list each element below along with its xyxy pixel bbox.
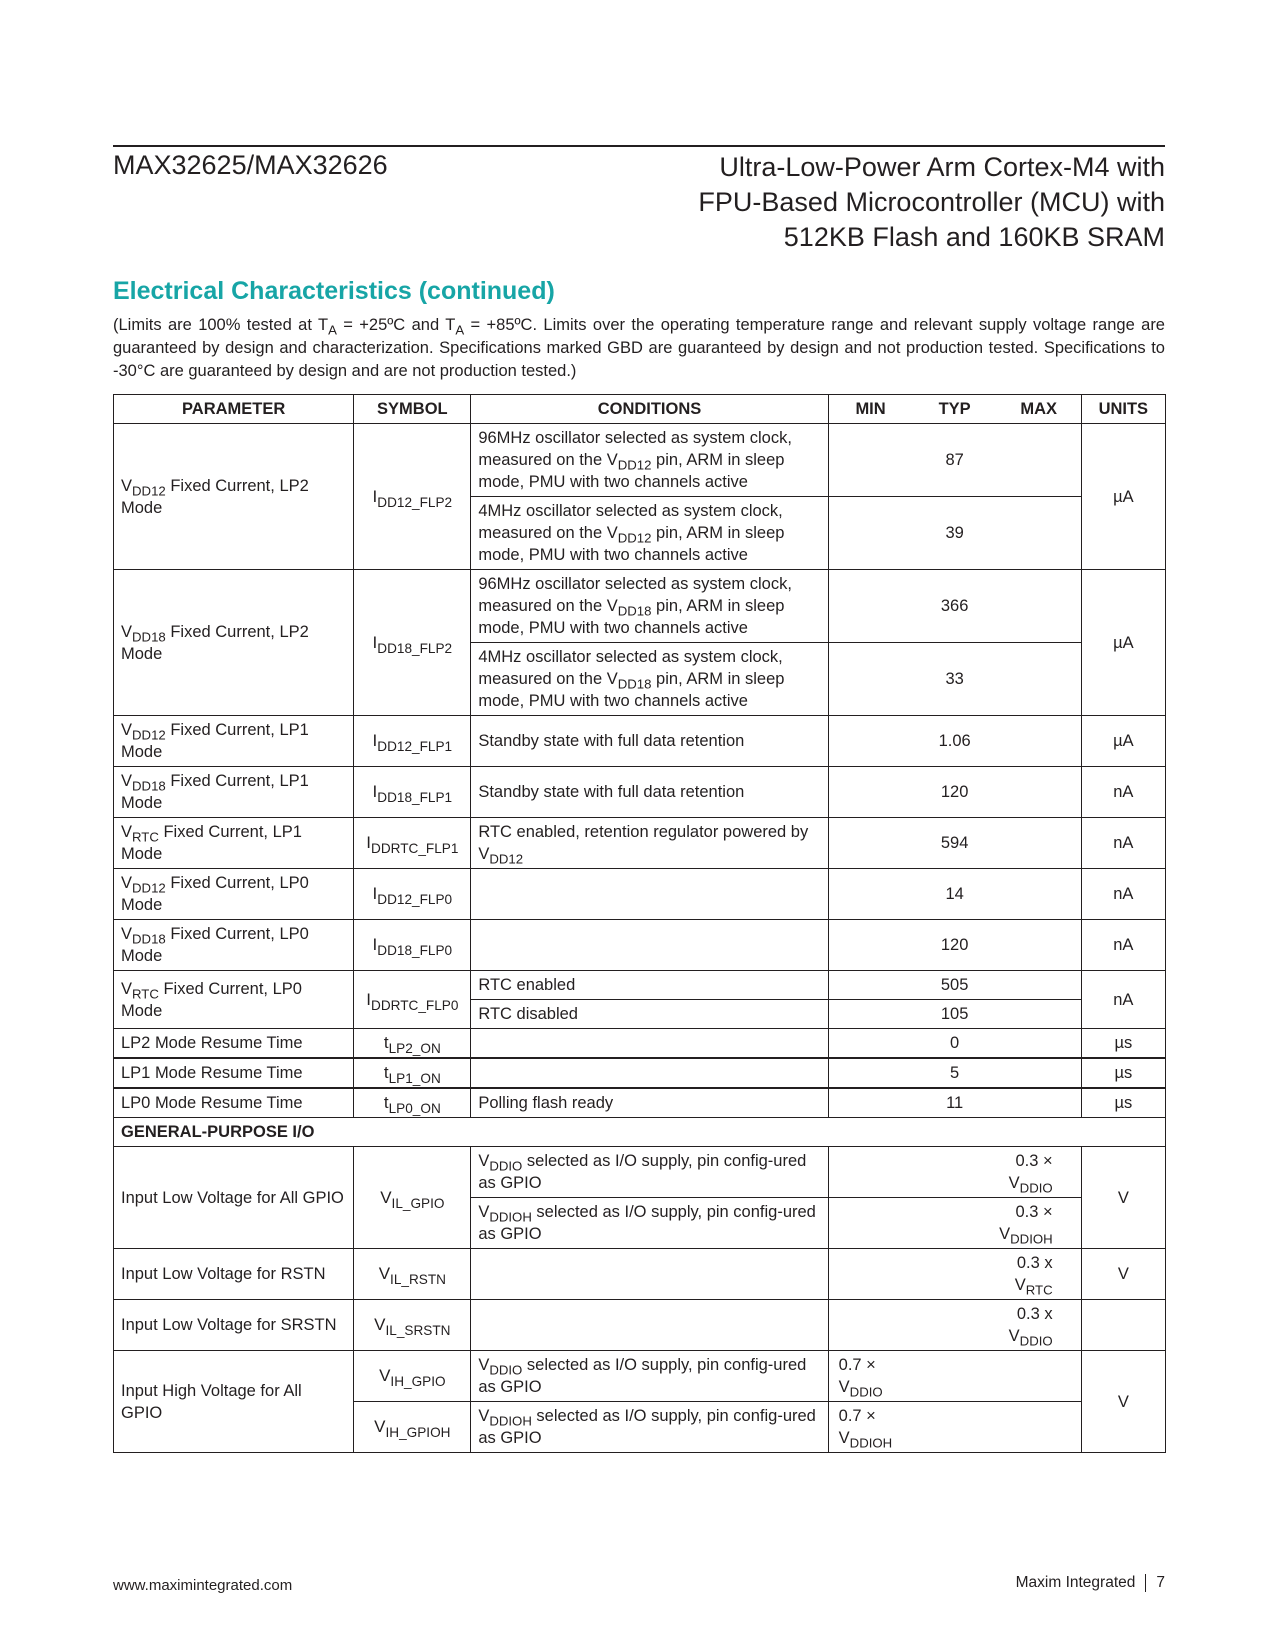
- table-row: [114, 1300, 1166, 1351]
- table-row: [114, 971, 1166, 1000]
- param-vdd18-lp1: $V_{DD18}$ Fixed Current, LP1 Mode: [114, 767, 354, 818]
- symbol-vih-gpio: $V_{IH\_GPIO}$: [354, 1351, 471, 1402]
- table-row: [114, 716, 1166, 767]
- typ-value: 366: [828, 570, 1081, 643]
- symbol-iddrtc-flp1: $I_{DDRTC\_FLP1}$: [354, 818, 471, 869]
- header-min: MIN: [828, 395, 912, 424]
- part-number: MAX32625/MAX32626: [113, 150, 388, 180]
- cond-vddio-selected: $V_{DDIO}$ selected as I/O supply, pin config-ured as GPIO: [471, 1147, 828, 1198]
- section-title: Electrical Characteristics (continued): [113, 277, 555, 305]
- cond-vddioh-selected: $V_{DDIOH}$ selected as I/O supply, pin config-ured as GPIO: [471, 1198, 828, 1249]
- max-value: 0.3 x $V_{RTC}$: [828, 1249, 1081, 1300]
- param-vil-gpio: Input Low Voltage for All GPIO: [114, 1147, 354, 1249]
- title-line-2: FPU-Based Microcontroller (MCU) with: [698, 187, 1165, 217]
- typ-value: 14: [828, 869, 1081, 920]
- typ-value: 87: [828, 424, 1081, 497]
- max-value: 0.3 x $V_{DDIO}$: [828, 1300, 1081, 1351]
- symbol-iddrtc-flp0: $I_{DDRTC\_FLP0}$: [354, 971, 471, 1029]
- units-value: µs: [1081, 1029, 1165, 1059]
- footer-company: Maxim Integrated: [1015, 1574, 1136, 1592]
- symbol-vil-gpio: $V_{IL\_GPIO}$: [354, 1147, 471, 1249]
- title-line-3: 512KB Flash and 160KB SRAM: [783, 222, 1165, 252]
- note-text-3: = +85ºC. Limits over the operating temperature range and relevant supply voltage range are guaranteed by design and characterization. Specifications marked GBD are guaranteed by design and not production tested. Specifications to -30°C are guaranteed by design and are not production tested.): [113, 316, 1165, 380]
- section-row-gpio: [114, 1118, 1166, 1147]
- table-header-row: [114, 395, 1166, 424]
- units-value: µs: [1081, 1088, 1165, 1118]
- units-value: nA: [1081, 869, 1165, 920]
- header-typ: TYP: [912, 395, 996, 424]
- units-value: µA: [1081, 570, 1165, 716]
- units-value: V: [1081, 1147, 1165, 1249]
- units-value: V: [1081, 1351, 1165, 1453]
- param-vih-gpio: Input High Voltage for All GPIO: [114, 1351, 354, 1453]
- typ-value: 5: [828, 1058, 1081, 1088]
- typ-value: 11: [828, 1088, 1081, 1118]
- header-max: MAX: [997, 395, 1081, 424]
- cond-rtc-disabled: RTC disabled: [471, 1000, 828, 1029]
- units-value: V: [1081, 1249, 1165, 1300]
- cond-empty: [471, 1300, 828, 1351]
- cond-empty: [471, 1029, 828, 1059]
- typ-value: 33: [828, 643, 1081, 716]
- param-vdd12-lp2: $V_{DD12}$ Fixed Current, LP2 Mode: [114, 424, 354, 570]
- units-value: µs: [1081, 1058, 1165, 1088]
- cond-4mhz-vdd12: 4MHz oscillator selected as system clock, measured on the $V_{DD12}$ pin, ARM in sleep mode, PMU with two channels active: [471, 497, 828, 570]
- note-text-1: (Limits are 100% tested at T: [113, 316, 329, 334]
- page-number: 7: [1156, 1574, 1165, 1592]
- units-value: µA: [1081, 424, 1165, 570]
- table-row: [114, 767, 1166, 818]
- symbol-idd18-flp0: $I_{DD18\_FLP0}$: [354, 920, 471, 971]
- typ-value: 120: [828, 767, 1081, 818]
- units-value: µA: [1081, 716, 1165, 767]
- symbol-tlp1-on: $t_{LP1\_ON}$: [354, 1058, 471, 1088]
- cond-standby: Standby state with full data retention: [471, 767, 828, 818]
- param-vil-srstn: Input Low Voltage for SRSTN: [114, 1300, 354, 1351]
- symbol-idd18-flp2: $I_{DD18\_FLP2}$: [354, 570, 471, 716]
- typ-value: 0: [828, 1029, 1081, 1059]
- symbol-idd12-flp2: $I_{DD12\_FLP2}$: [354, 424, 471, 570]
- cond-empty: [471, 869, 828, 920]
- typ-value: 1.06: [828, 716, 1081, 767]
- document-title: [698, 150, 1165, 255]
- cond-rtc-enabled-regulator: RTC enabled, retention regulator powered by $V_{DD12}$: [471, 818, 828, 869]
- typ-value: 120: [828, 920, 1081, 971]
- units-value: nA: [1081, 920, 1165, 971]
- header-conditions: CONDITIONS: [471, 395, 828, 424]
- title-line-1: Ultra-Low-Power Arm Cortex-M4 with: [719, 152, 1165, 182]
- cond-standby: Standby state with full data retention: [471, 716, 828, 767]
- cond-96mhz-vdd12: 96MHz oscillator selected as system clock, measured on the $V_{DD12}$ pin, ARM in sleep mode, PMU with two channels active: [471, 424, 828, 497]
- cond-vddioh-selected: $V_{DDIOH}$ selected as I/O supply, pin config-ured as GPIO: [471, 1402, 828, 1453]
- table-row: [114, 1088, 1166, 1118]
- section-gpio-label: GENERAL-PURPOSE I/O: [114, 1118, 1166, 1147]
- cond-empty: [471, 1249, 828, 1300]
- param-lp2-resume: LP2 Mode Resume Time: [114, 1029, 354, 1059]
- footer-url-link[interactable]: www.maximintegrated.com: [113, 1577, 293, 1594]
- header-symbol: SYMBOL: [354, 395, 471, 424]
- header-parameter: PARAMETER: [114, 395, 354, 424]
- cond-4mhz-vdd18: 4MHz oscillator selected as system clock, measured on the $V_{DD18}$ pin, ARM in sleep mode, PMU with two channels active: [471, 643, 828, 716]
- param-vdd12-lp0: $V_{DD12}$ Fixed Current, LP0 Mode: [114, 869, 354, 920]
- units-value: nA: [1081, 818, 1165, 869]
- typ-value: 594: [828, 818, 1081, 869]
- conditions-note: [113, 314, 1165, 383]
- units-value: nA: [1081, 767, 1165, 818]
- table-row: [114, 1249, 1166, 1300]
- cond-empty: [471, 920, 828, 971]
- param-lp1-resume: LP1 Mode Resume Time: [114, 1058, 354, 1088]
- units-empty: [1081, 1300, 1165, 1351]
- cond-rtc-enabled: RTC enabled: [471, 971, 828, 1000]
- table-row: [114, 1058, 1166, 1088]
- param-lp0-resume: LP0 Mode Resume Time: [114, 1088, 354, 1118]
- units-value: nA: [1081, 971, 1165, 1029]
- electrical-characteristics-table: [113, 394, 1166, 1453]
- table-row: [114, 920, 1166, 971]
- symbol-tlp2-on: $t_{LP2\_ON}$: [354, 1029, 471, 1059]
- min-value: 0.7 × $V_{DDIO}$: [828, 1351, 1081, 1402]
- header-rule: [113, 145, 1165, 147]
- note-sub-1: A: [328, 322, 337, 338]
- table-row: [114, 570, 1166, 643]
- symbol-vil-srstn: $V_{IL\_SRSTN}$: [354, 1300, 471, 1351]
- table-row: [114, 1029, 1166, 1059]
- cond-empty: [471, 1058, 828, 1088]
- symbol-idd12-flp1: $I_{DD12\_FLP1}$: [354, 716, 471, 767]
- cond-vddio-selected: $V_{DDIO}$ selected as I/O supply, pin config-ured as GPIO: [471, 1351, 828, 1402]
- note-sub-2: A: [455, 322, 465, 338]
- symbol-tlp0-on: $t_{LP0\_ON}$: [354, 1088, 471, 1118]
- cond-96mhz-vdd18: 96MHz oscillator selected as system clock, measured on the $V_{DD18}$ pin, ARM in sleep mode, PMU with two channels active: [471, 570, 828, 643]
- table-row: [114, 1351, 1166, 1402]
- param-vrtc-lp1: $V_{RTC}$ Fixed Current, LP1 Mode: [114, 818, 354, 869]
- max-value: 0.3 × $V_{DDIO}$: [828, 1147, 1081, 1198]
- typ-value: 505: [828, 971, 1081, 1000]
- table-row: [114, 869, 1166, 920]
- param-vrtc-lp0: $V_{RTC}$ Fixed Current, LP0 Mode: [114, 971, 354, 1029]
- cond-polling: Polling flash ready: [471, 1088, 828, 1118]
- param-vdd18-lp2: $V_{DD18}$ Fixed Current, LP2 Mode: [114, 570, 354, 716]
- footer-separator: [1145, 1574, 1146, 1592]
- typ-value: 39: [828, 497, 1081, 570]
- table-row: [114, 818, 1166, 869]
- symbol-vih-gpioh: $V_{IH\_GPIOH}$: [354, 1402, 471, 1453]
- header-units: UNITS: [1081, 395, 1165, 424]
- note-text-2: = +25ºC and T: [336, 316, 456, 334]
- symbol-idd12-flp0: $I_{DD12\_FLP0}$: [354, 869, 471, 920]
- typ-value: 105: [828, 1000, 1081, 1029]
- max-value: 0.3 × $V_{DDIOH}$: [828, 1198, 1081, 1249]
- symbol-idd18-flp1: $I_{DD18\_FLP1}$: [354, 767, 471, 818]
- param-vdd12-lp1: $V_{DD12}$ Fixed Current, LP1 Mode: [114, 716, 354, 767]
- table-row: [114, 424, 1166, 497]
- table-row: [114, 1147, 1166, 1198]
- footer-right: [1016, 1574, 1165, 1592]
- min-value: 0.7 × $V_{DDIOH}$: [828, 1402, 1081, 1453]
- param-vdd18-lp0: $V_{DD18}$ Fixed Current, LP0 Mode: [114, 920, 354, 971]
- symbol-vil-rstn: $V_{IL\_RSTN}$: [354, 1249, 471, 1300]
- param-vil-rstn: Input Low Voltage for RSTN: [114, 1249, 354, 1300]
